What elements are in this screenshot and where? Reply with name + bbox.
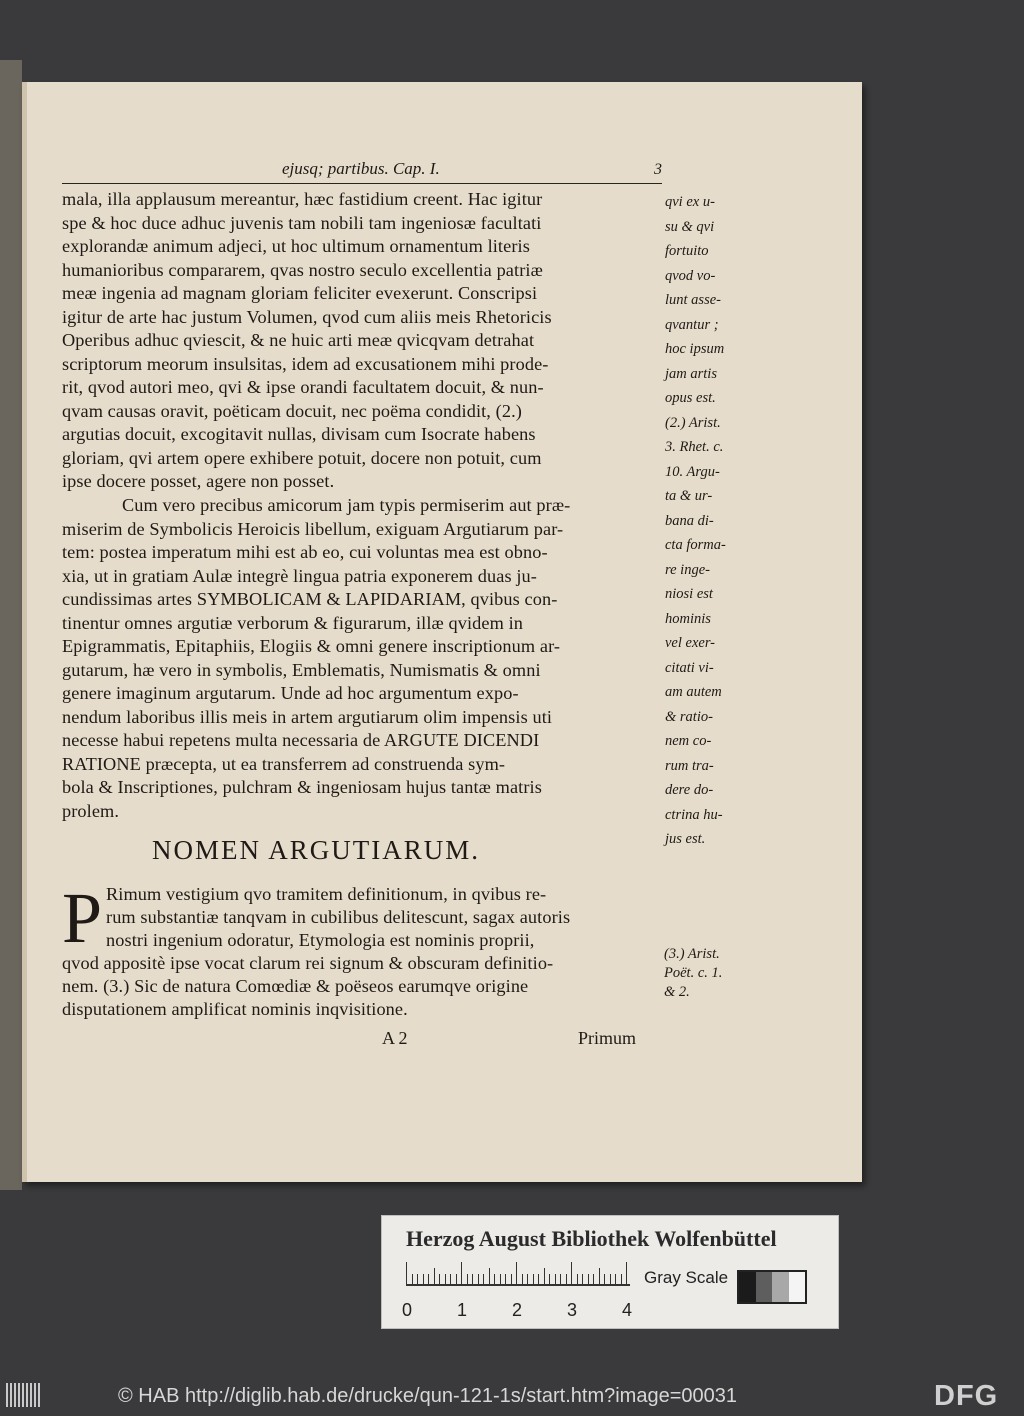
ruler-tick [533,1274,534,1284]
margin-note: re inge- [665,561,710,578]
adjacent-page-edge [0,60,22,1190]
ruler-number: 0 [402,1300,413,1320]
margin-note: nem co- [665,733,712,749]
ruler-number: 3 [567,1300,578,1320]
text-line: cundissimas artes SYMBOLICAM & LAPIDARIAM, qvibus con- [62,589,558,609]
ruler-tick [615,1274,616,1284]
text-line: bola & Inscriptiones, pulchram & ingeniosam hujus tantæ matris [62,777,542,797]
ruler-tick [417,1274,418,1284]
ruler-tick [527,1274,528,1284]
ruler-number: 4 [622,1300,633,1320]
margin-note: niosi est [665,586,713,602]
ruler-tick [549,1274,550,1284]
ruler-tick [467,1274,468,1284]
text-line: Epigrammatis, Epitaphiis, Elogiis & omni genere inscriptionum ar- [62,636,561,656]
ruler-tick [555,1274,556,1284]
section-heading: NOMEN ARGUTIARUM. [152,835,481,865]
text-line: Rimum vestigium qvo tramitem definitionum, in qvibus re- [106,884,547,904]
ruler-tick [494,1274,495,1284]
barcode-bar [10,1383,12,1407]
text-line: tem: postea imperatum mihi est ab eo, cui voluntas mea est obno- [62,542,548,562]
header-rule [62,183,662,184]
ruler-tick [582,1274,583,1284]
gray-swatch [756,1272,773,1302]
barcode-bar [30,1383,32,1407]
text-line: mala, illa applausum mereantur, hæc fastidium creent. Hac igitur [62,189,543,209]
ruler-tick [428,1274,429,1284]
barcode-bar [34,1383,36,1407]
margin-note: 10. Argu- [665,463,720,480]
copyright-link[interactable]: © HAB http://diglib.hab.de/drucke/qun-121-1s/start.htm?image=00031 [118,1385,737,1407]
text-line: xia, ut in gratiam Aulæ integrè lingua patria exponerem duas ju- [62,565,537,586]
ruler-tick [560,1274,561,1284]
barcode-bar [18,1383,20,1407]
text-line: nem. (3.) Sic de natura Comœdiæ & poëseos earumqve origine [62,976,529,996]
signature-mark: A 2 [382,1028,408,1048]
margin-note: jus est. [665,831,706,847]
text-line: Operibus adhuc qviescit, & ne huic arti meæ qvicqvam detrahat [62,330,535,350]
gray-scale-label: Gray Scale [644,1268,729,1287]
margin-note: cta forma- [665,537,726,553]
text-line: gutarum, hæ vero in symbolis, Emblematis, Numismatis & omni [62,659,541,680]
text-line: qvod appositè ipse vocat clarum rei signum & obscuram definitio- [62,953,554,973]
text-line: necesse habui repetens multa necessaria de ARGUTE DICENDI [62,730,540,750]
ruler-tick [489,1268,490,1284]
catchword: Primum [578,1028,637,1048]
gray-scale-swatches [737,1270,807,1304]
ruler-tick [450,1274,451,1284]
text-line: nostri ingenium odoratur, Etymologia est nominis proprii, [106,930,535,950]
margin-note: lunt asse- [665,292,721,308]
ruler-tick [610,1274,611,1284]
page-edge-shadow [22,82,27,1182]
text-line: nendum laboribus illis meis in artem argutiarum olim impensis uti [62,706,553,727]
ruler-tick [626,1262,627,1284]
ruler-tick [478,1274,479,1284]
margin-note: citati vi- [665,659,714,676]
text-line: argutias docuit, excogitavit nullas, divisam cum Isocrate habens [62,424,536,444]
text-line: gloriam, qvi artem opere exhibere potuit, docere non potuit, cum [62,447,542,468]
margin-note: rum tra- [665,757,714,774]
text-line: rit, qvod autori meo, qvi & ipse orandi facultatem docuit, & nun- [62,377,544,397]
margin-note: dere do- [665,782,714,798]
running-head: ejusq; partibus. Cap. I. [282,159,440,178]
text-line: genere imaginum argutarum. Unde ad hoc argumentum expo- [62,683,519,703]
ruler-tick [445,1274,446,1284]
margin-note: qvantur ; [665,316,719,333]
ruler-tick [571,1262,572,1284]
margin-note: bana di- [665,512,714,529]
text-line: disputationem amplificat nominis inqvisitione. [62,999,408,1019]
text-line: miserim de Symbolicis Heroicis libellum, exiguam Argutiarum par- [62,518,564,539]
text-line: meæ ingenia ad magnam gloriam feliciter evexerunt. Conscripsi [62,283,538,303]
book-page [22,82,862,1182]
margin-note: & 2. [664,984,690,1000]
ruler-tick [538,1274,539,1284]
barcode-bar [6,1383,8,1407]
ruler-tick [472,1274,473,1284]
ruler-tick [500,1274,501,1284]
ruler-tick [604,1274,605,1284]
gray-swatch [739,1272,756,1302]
barcode-bar [22,1383,24,1407]
ruler-tick [522,1274,523,1284]
ruler-tick [516,1262,517,1284]
margin-note: ctrina hu- [665,806,723,823]
ruler-tick [599,1268,600,1284]
ruler-tick [439,1274,440,1284]
text-line: Cum vero precibus amicorum jam typis permiserim aut præ- [122,495,571,515]
text-line: humanioribus compararem, qvas nostro seculo excellentia patriæ [62,259,543,280]
margin-note: hoc ipsum [665,341,725,357]
ruler-tick [566,1274,567,1284]
gray-swatch [772,1272,789,1302]
text-line: qvam causas oravit, poëticam docuit, nec poëma condidit, (2.) [62,400,522,421]
text-line: RATIONE præcepta, ut ea transferrem ad construenda sym- [62,753,506,774]
margin-note: & ratio- [665,708,713,725]
ruler-tick [461,1262,462,1284]
margin-note: qvi ex u- [665,194,715,210]
text-line: scriptorum meorum insulsitas, idem ad excusationem mihi prode- [62,353,549,374]
ruler-tick [456,1274,457,1284]
ruler-tick [588,1274,589,1284]
drop-cap: P [62,878,103,958]
margin-note: (2.) Arist. [665,414,721,431]
margin-note: jam artis [665,365,717,382]
footer-bar [0,1376,1024,1416]
ruler-number: 1 [457,1300,468,1320]
library-name: Herzog August Bibliothek Wolfenbüttel [406,1226,777,1251]
dfg-logo: DFG [934,1380,999,1412]
text-line: igitur de arte hac justum Volumen, qvod cum aliis meis Rhetoricis [62,306,552,327]
margin-note: ta & ur- [665,488,713,504]
margin-note: qvod vo- [665,267,716,284]
page-number: 3 [654,161,662,178]
ruler-tick [511,1274,512,1284]
measurement-ruler [406,1262,630,1286]
margin-note: (3.) Arist. [664,946,720,962]
ruler-tick [544,1268,545,1284]
ruler-tick [483,1274,484,1284]
text-line: explorandæ animum adjeci, ut hoc ultimum ornamentum literis [62,236,530,256]
text-line: tinentur omnes argutiæ verborum & figurarum, illæ qvidem in [62,612,524,633]
text-line: ipse docere posset, agere non posset. [62,471,335,491]
ruler-tick [406,1262,407,1284]
barcode-bar [14,1383,16,1407]
margin-note: opus est. [665,390,716,406]
barcode-bar [38,1383,40,1407]
ruler-tick [423,1274,424,1284]
ruler-tick [505,1274,506,1284]
barcode-icon [6,1383,40,1407]
barcode-bar [26,1383,28,1407]
margin-note: 3. Rhet. c. [665,439,724,455]
margin-note: am autem [665,684,722,700]
margin-note: hominis [665,610,711,627]
ruler-tick [577,1274,578,1284]
library-label-card [381,1215,839,1329]
ruler-tick [434,1268,435,1284]
ruler-number: 2 [512,1300,523,1320]
margin-note: vel exer- [665,635,716,651]
ruler-tick [593,1274,594,1284]
margin-note: fortuito [665,243,709,259]
margin-note: su & qvi [665,218,715,235]
ruler-tick [621,1274,622,1284]
gray-swatch [789,1272,806,1302]
text-line: spe & hoc duce adhuc juvenis tam nobili tam ingeniosæ facultati [62,212,542,233]
margin-note: Poët. c. 1. [664,965,723,981]
text-line: prolem. [62,800,120,821]
ruler-tick [412,1274,413,1284]
text-line: rum substantiæ tanqvam in cubilibus delitescunt, sagax autoris [106,907,571,927]
